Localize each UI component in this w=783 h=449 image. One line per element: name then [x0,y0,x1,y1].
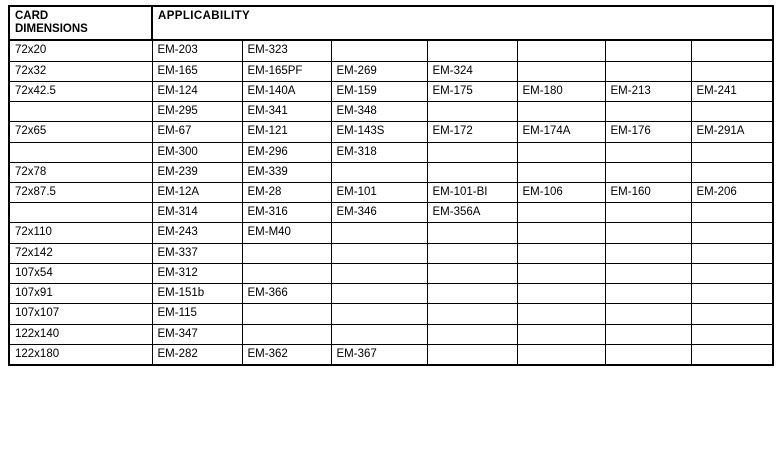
empty-cell [331,304,427,324]
empty-cell [605,243,691,263]
empty-cell [605,61,691,81]
card-code-cell: EM-295 [152,102,242,122]
card-code-cell: EM-176 [605,122,691,142]
card-code-cell: EM-339 [242,162,331,182]
card-code-cell: EM-160 [605,182,691,202]
empty-cell [691,304,773,324]
card-code-cell: EM-172 [427,122,517,142]
empty-cell [331,223,427,243]
empty-cell [517,344,605,365]
empty-cell [517,304,605,324]
table-row [9,122,773,142]
card-dimension-cell: 107x107 [9,304,152,324]
card-dimension-cell: 72x42.5 [9,81,152,101]
header-applicability: APPLICABILITY [152,6,773,40]
card-code-cell: EM-324 [427,61,517,81]
card-code-cell: EM-296 [242,142,331,162]
empty-cell [517,223,605,243]
empty-cell [517,142,605,162]
empty-cell [517,284,605,304]
card-code-cell: EM-213 [605,81,691,101]
card-code-cell: EM-362 [242,344,331,365]
card-dimension-cell: 72x20 [9,40,152,61]
empty-cell [427,40,517,61]
table-row [9,203,773,223]
header-card-dimensions [9,6,152,40]
header-card-dimensions-line2: DIMENSIONS [15,23,88,36]
table-row [9,102,773,122]
table-row [9,304,773,324]
empty-cell [331,284,427,304]
card-dimension-cell: 122x140 [9,324,152,344]
empty-cell [427,263,517,283]
card-code-cell: EM-314 [152,203,242,223]
card-code-cell: EM-174A [517,122,605,142]
card-dimension-cell: 72x78 [9,162,152,182]
card-code-cell: EM-341 [242,102,331,122]
card-code-cell: EM-346 [331,203,427,223]
empty-cell [691,61,773,81]
card-code-cell: EM-203 [152,40,242,61]
card-code-cell: EM-300 [152,142,242,162]
card-code-cell: EM-366 [242,284,331,304]
table-row [9,344,773,365]
table-row [9,223,773,243]
card-code-cell: EM-323 [242,40,331,61]
card-dimensions-sheet [8,5,774,442]
card-code-cell: EM-356A [427,203,517,223]
table-row [9,142,773,162]
empty-cell [242,324,331,344]
card-applicability-table [8,5,774,366]
table-header [9,6,773,40]
empty-cell [517,203,605,223]
card-code-cell: EM-28 [242,182,331,202]
empty-cell [605,142,691,162]
empty-cell [331,263,427,283]
card-code-cell: EM-347 [152,324,242,344]
table-row [9,81,773,101]
card-dimension-cell: 72x32 [9,61,152,81]
card-code-cell: EM-316 [242,203,331,223]
empty-cell [691,243,773,263]
empty-cell [517,324,605,344]
empty-cell [691,102,773,122]
table-row [9,162,773,182]
empty-cell [691,142,773,162]
card-code-cell: EM-269 [331,61,427,81]
empty-cell [427,344,517,365]
empty-cell [691,162,773,182]
empty-cell [605,40,691,61]
empty-cell [605,263,691,283]
table-row [9,263,773,283]
table-row [9,61,773,81]
empty-cell [691,223,773,243]
empty-cell [331,324,427,344]
table-row [9,324,773,344]
empty-cell [517,263,605,283]
card-code-cell: EM-312 [152,263,242,283]
card-code-cell: EM-348 [331,102,427,122]
table-body [9,40,773,365]
table-row [9,243,773,263]
empty-cell [605,162,691,182]
empty-cell [517,162,605,182]
card-code-cell: EM-159 [331,81,427,101]
empty-cell [605,223,691,243]
empty-cell [517,102,605,122]
table-row [9,182,773,202]
empty-cell [605,324,691,344]
card-dimension-cell: 122x180 [9,344,152,365]
card-dimension-cell: 107x91 [9,284,152,304]
empty-cell [605,203,691,223]
card-dimension-cell: 107x54 [9,263,152,283]
card-dimension-cell [9,102,152,122]
empty-cell [242,304,331,324]
table-row [9,40,773,61]
empty-cell [427,284,517,304]
empty-cell [331,162,427,182]
card-code-cell: EM-106 [517,182,605,202]
card-dimension-cell: 72x110 [9,223,152,243]
card-code-cell: EM-165PF [242,61,331,81]
table-header-row [9,6,773,40]
card-dimension-cell: 72x142 [9,243,152,263]
card-code-cell: EM-241 [691,81,773,101]
card-code-cell: EM-115 [152,304,242,324]
card-code-cell: EM-124 [152,81,242,101]
empty-cell [427,162,517,182]
empty-cell [691,40,773,61]
empty-cell [427,324,517,344]
empty-cell [331,40,427,61]
empty-cell [427,304,517,324]
empty-cell [427,243,517,263]
empty-cell [242,243,331,263]
card-code-cell: EM-101 [331,182,427,202]
empty-cell [427,102,517,122]
card-code-cell: EM-175 [427,81,517,101]
card-code-cell: EM-282 [152,344,242,365]
empty-cell [427,223,517,243]
empty-cell [605,304,691,324]
card-code-cell: EM-239 [152,162,242,182]
card-code-cell: EM-243 [152,223,242,243]
card-code-cell: EM-318 [331,142,427,162]
card-code-cell: EM-140A [242,81,331,101]
empty-cell [331,243,427,263]
card-code-cell: EM-143S [331,122,427,142]
card-code-cell: EM-291A [691,122,773,142]
card-code-cell: EM-67 [152,122,242,142]
empty-cell [242,263,331,283]
card-code-cell: EM-165 [152,61,242,81]
card-code-cell: EM-101-BI [427,182,517,202]
empty-cell [517,243,605,263]
empty-cell [517,61,605,81]
empty-cell [691,263,773,283]
card-dimension-cell [9,203,152,223]
card-dimension-cell [9,142,152,162]
card-code-cell: EM-12A [152,182,242,202]
card-dimension-cell: 72x87.5 [9,182,152,202]
card-code-cell: EM-121 [242,122,331,142]
card-code-cell: EM-367 [331,344,427,365]
empty-cell [605,284,691,304]
empty-cell [691,203,773,223]
empty-cell [691,284,773,304]
empty-cell [691,344,773,365]
card-dimension-cell: 72x65 [9,122,152,142]
card-code-cell: EM-M40 [242,223,331,243]
header-card-dimensions-line1: CARD [15,10,49,22]
card-code-cell: EM-206 [691,182,773,202]
empty-cell [691,324,773,344]
empty-cell [605,102,691,122]
empty-cell [517,40,605,61]
table-row [9,284,773,304]
card-code-cell: EM-151b [152,284,242,304]
card-code-cell: EM-180 [517,81,605,101]
empty-cell [427,142,517,162]
card-code-cell: EM-337 [152,243,242,263]
empty-cell [605,344,691,365]
